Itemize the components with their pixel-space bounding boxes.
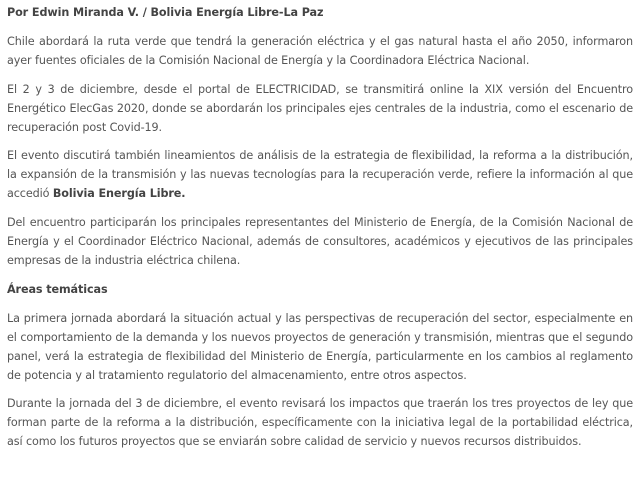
article-paragraph-1: Chile abordará la ruta verde que tendrá la generación eléctrica y el gas natural hasta el año 2050, informaron ayer fuentes oficiales de la Comisión Nacional de Energía y la Coordinadora Eléctrica Nacional.	[7, 34, 633, 67]
article-paragraph-6: Durante la jornada del 3 de diciembre, el evento revisará los impactos que traerán los tres proyectos de ley que forman parte de la reforma a la distribución, específicamente con la iniciativa legal de la portabilidad eléctrica, así como los futuros proyectos que se enviarán sobre calidad de servicio y nuevos recursos distribuidos.	[7, 397, 633, 449]
article-paragraph-5: La primera jornada abordará la situación actual y las perspectivas de recuperación del sector, especialmente en el comportamiento de la demanda y los nuevos proyectos de generación y transmisión, mientras que el segundo panel, verá la estrategia de flexibilidad del Ministerio de Energía, particularmente en los cambios al reglamento de potencia y al tratamiento regulatorio del almacenamiento, entre otros aspectos.	[7, 311, 633, 382]
article-byline: Por Edwin Miranda V. / Bolivia Energía Libre-La Paz	[7, 6, 324, 19]
article-paragraph-4: Del encuentro participarán los principales representantes del Ministerio de Energía, de la Comisión Nacional de Energía y el Coordinador Eléctrico Nacional, además de consultores, académicos y ejecutivos de las principales empresas de la industria eléctrica chilena.	[7, 216, 633, 267]
article-paragraph-3-text: El evento discutirá también lineamientos de análisis de la estrategia de flexibilidad, la reforma a la distribución, la expansión de la transmisión y las nuevas tecnologías para la recuperación verde, refiere la información al que accedió	[7, 149, 633, 201]
article-paragraph-2: El 2 y 3 de diciembre, desde el portal de ELECTRICIDAD, se transmitirá online la XIX versión del Encuentro Energético ElecGas 2020, donde se abordarán los principales ejes centrales de la industria, como el escenario de recuperación post Covid-19.	[7, 82, 633, 134]
section-heading: Áreas temáticas	[7, 282, 108, 296]
article-paragraph-3	[7, 147, 633, 204]
source-name: Bolivia Energía Libre.	[52, 187, 186, 201]
article-body	[7, 4, 633, 462]
